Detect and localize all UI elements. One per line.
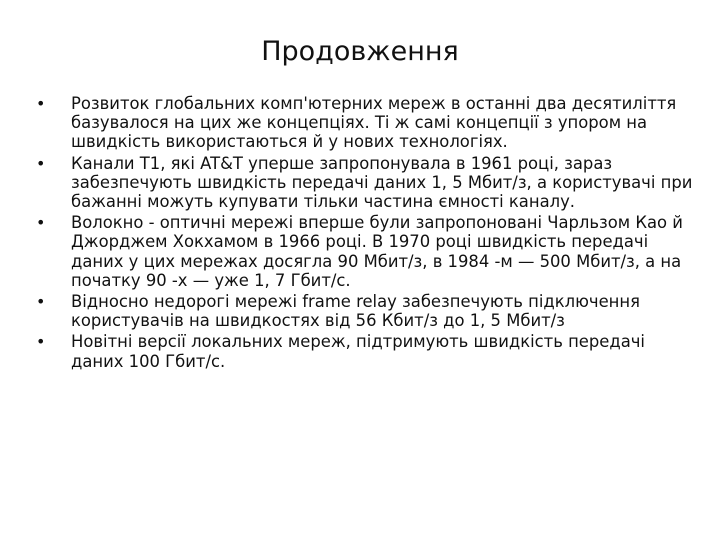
- bullet-text: Новітні версії локальних мереж, підтримують швидкість передачі даних 100 Гбит/с.: [71, 332, 645, 371]
- bullet-icon: •: [36, 292, 46, 312]
- bullet-text: Відносно недорогі мережі frame relay забезпечують підключення користувачів на швидкостях від 56 Кбит/з до 1, 5 Мбит/з: [71, 292, 640, 331]
- bullet-text: Розвиток глобальних комп'ютерних мереж в останні два десятиліття базувалося на цих же концепціях. Ті ж самі концепції з упором на швидкість використаються й у нових технологіях.: [71, 94, 677, 152]
- bullet-text: Волокно - оптичні мережі вперше були запропоновані Чарльзом Као й Джорджем Хокхамом в 1966 році. В 1970 році швидкість передачі даних у цих мережах досягла 90 Мбит/з, в 1984 -м — 500 Мбит/з, а на початку 90 -х — уже 1, 7 Гбит/с.: [71, 213, 683, 290]
- bullet-text: Канали Т1, які AT&T уперше запропонувала в 1961 році, зараз забезпечують швидкість передачі даних 1, 5 Мбит/з, а користувачі при бажанні можуть купувати тільки частина ємності каналу.: [71, 153, 693, 212]
- bullet-icon: •: [36, 153, 46, 173]
- bullet-item: [34, 211, 694, 290]
- bullet-item: [34, 330, 694, 370]
- bullet-item: [34, 152, 694, 212]
- slide-title: Продовження: [261, 36, 459, 67]
- bullet-icon: •: [36, 94, 46, 113]
- bullet-icon: •: [36, 213, 46, 233]
- bullet-icon: •: [36, 332, 46, 352]
- bullet-item: [34, 92, 694, 152]
- bullet-list: [34, 92, 694, 371]
- bullet-item: [34, 290, 694, 330]
